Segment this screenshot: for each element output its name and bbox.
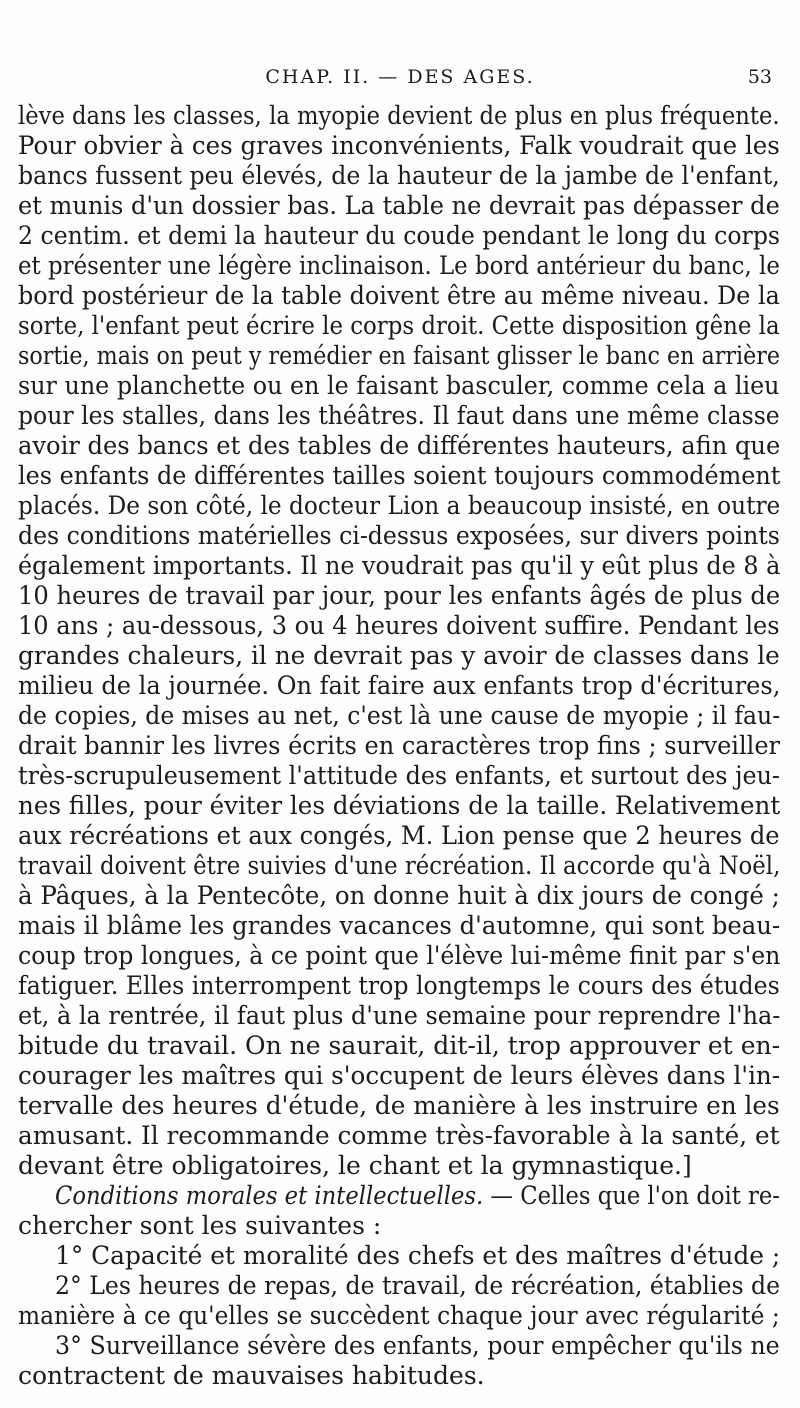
list-item: 1° Capacité et moralité des chefs et des maîtres d'étude ; [55,1241,781,1270]
running-head: CHAP. II. — DES AGES. [265,66,535,88]
text-line: 10 ans ; au-dessous, 3 ou 4 heures doivent suffire. Pendant les [18,611,780,640]
section-heading-line [55,1180,780,1212]
text-line: sur une planchette ou en le faisant basculer, comme cela a lieu [18,371,780,400]
text-line: coup trop longues, à ce point que l'élève lui-même finit par s'en [18,941,781,970]
text-line: et, à la rentrée, il faut plus d'une semaine pour reprendre l'ha- [18,1001,781,1030]
text-line: placés. De son côté, le docteur Lion a beaucoup insisté, en outre [18,491,781,520]
text-line: Pour obvier à ces graves inconvénients, Falk voudrait que les [18,131,780,160]
text-line: avoir des bancs et des tables de différentes hauteurs, afin que [18,431,781,460]
text-line: 10 heures de travail par jour, pour les enfants âgés de plus de [18,581,781,610]
text-line: sortie, mais on peut y remédier en faisant glisser le banc en arrière [18,341,780,370]
list-item-continuation: contractent de mauvaises habitudes. [18,1361,485,1390]
text-line: devant être obligatoires, le chant et la gymnastique.] [18,1151,692,1180]
text-line: également importants. Il ne voudrait pas qu'il y eût plus de 8 à [18,551,781,580]
text-line: nes filles, pour éviter les déviations de la taille. Relativement [18,791,781,820]
text-line: 2 centim. et demi la hauteur du coude pendant le long du corps [18,221,781,250]
text-line: mais il blâme les grandes vacances d'automne, qui sont beau- [18,911,781,940]
list-item: 2° Les heures de repas, de travail, de récréation, établies de [55,1271,781,1300]
text-line: bitude du travail. On ne saurait, dit-il, trop approuver et en- [18,1031,781,1060]
text-line: travail doivent être suivies d'une récréation. Il accorde qu'à Noël, [18,851,781,880]
list-item-continuation: manière à ce qu'elles se succèdent chaque jour avec régularité ; [18,1301,780,1330]
text-line: grandes chaleurs, il ne devrait pas y avoir de classes dans le [18,641,780,670]
text-line: milieu de la journée. On fait faire aux enfants trop d'écritures, [18,671,781,700]
text-line: aux récréations et aux congés, M. Lion pense que 2 heures de [18,821,780,850]
text-line: amusant. Il recommande comme très-favorable à la santé, et [18,1121,780,1150]
text-line: bord postérieur de la table doivent être au même niveau. De la [18,281,780,310]
section-title-rest: — Celles que l'on doit re- [483,1181,780,1210]
text-line: pour les stalles, dans les théâtres. Il faut dans une même classe [18,401,780,430]
page-number: 53 [747,66,772,88]
text-line: lève dans les classes, la myopie devient de plus en plus fréquente. [18,101,780,130]
text-line: courager les maîtres qui s'occupent de leurs élèves dans l'in- [18,1061,781,1090]
section-title: Conditions morales et intellectuelles. [55,1181,484,1210]
text-line: fatiguer. Elles interrompent trop longtemps le cours des études [18,971,780,1000]
text-line: de copies, de mises au net, c'est là une cause de myopie ; il fau- [18,701,781,730]
list-item: 3° Surveillance sévère des enfants, pour empêcher qu'ils ne [55,1331,780,1360]
text-line: bancs fussent peu élevés, de la hauteur de la jambe de l'enfant, [18,161,780,190]
text-line: drait bannir les livres écrits en caractères trop fins ; surveiller [18,731,781,760]
text-line: sorte, l'enfant peut écrire le corps droit. Cette disposition gêne la [18,311,780,340]
text-line: et présenter une légère inclinaison. Le bord antérieur du banc, le [18,251,780,280]
text-line: et munis d'un dossier bas. La table ne devrait pas dépasser de [18,191,780,220]
text-line: chercher sont les suivantes : [18,1211,382,1240]
page-header [0,66,800,96]
text-line: tervalle des heures d'étude, de manière à les instruire en les [18,1091,780,1120]
text-line: à Pâques, à la Pentecôte, on donne huit à dix jours de congé ; [18,881,780,910]
text-line: des conditions matérielles ci-dessus exposées, sur divers points [18,521,780,550]
text-line: les enfants de différentes tailles soient toujours commodément [18,461,781,490]
text-line: très-scrupuleusement l'attitude des enfants, et surtout des jeu- [18,761,780,790]
